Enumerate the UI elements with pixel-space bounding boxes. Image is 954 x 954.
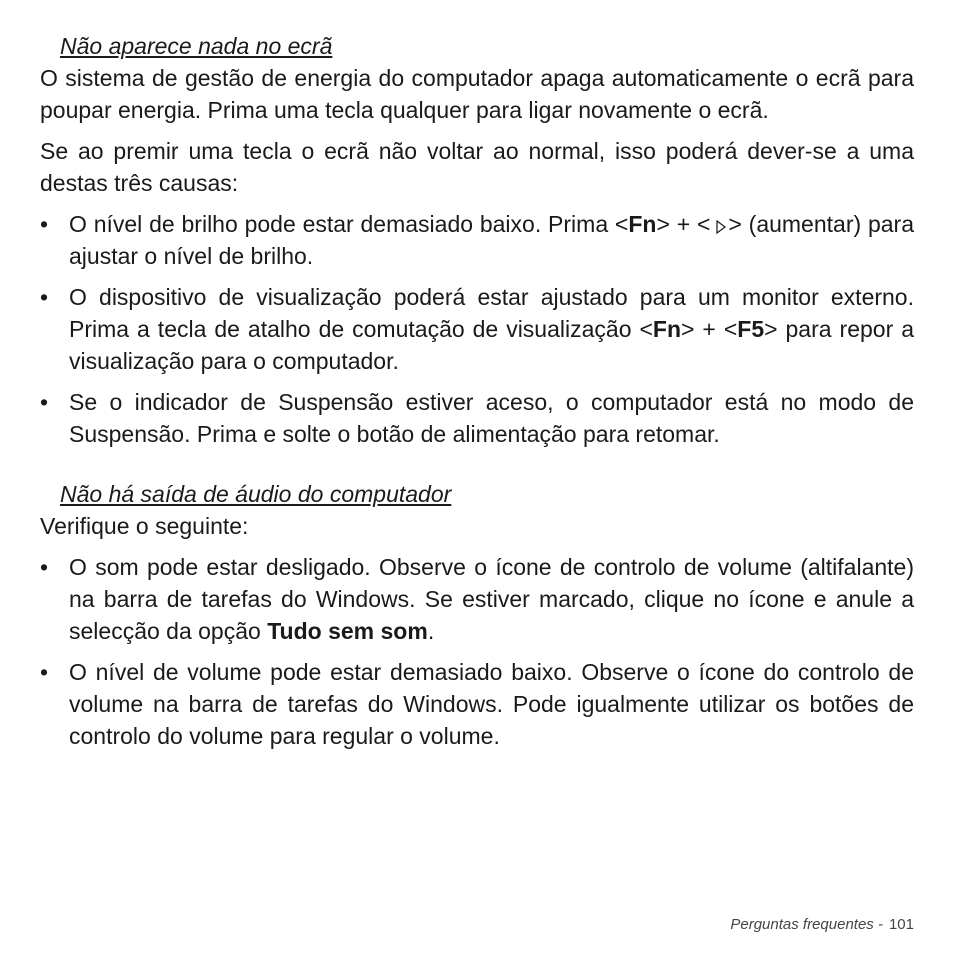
list-item (40, 386, 914, 450)
list-item (40, 281, 914, 377)
section-heading-no-audio: Não há saída de áudio do computador (60, 481, 452, 507)
key-fn: Fn (652, 316, 681, 342)
list-item-text: > + < (656, 211, 711, 237)
list-item (40, 551, 914, 647)
bullet-mark: • (40, 389, 49, 415)
bullet-mark: • (40, 554, 49, 580)
causes-list (40, 208, 914, 450)
list-item-text: > (aumentar) para ajustar o nível de brilho. (69, 211, 914, 269)
list-item-text: > para repor a visualização para o computador. (69, 316, 914, 374)
section-heading-no-display: Não aparece nada no ecrã (60, 33, 333, 59)
page-number: 101 (888, 916, 914, 933)
paragraph-verify: Verifique o seguinte: (40, 513, 249, 539)
bullet-mark: • (40, 284, 49, 310)
list-item-text: O som pode estar desligado. Observe o ícone de controlo de volume (altifalante) na barra de tarefas do Windows. Se estiver marcado, clique no ícone e anule a selecção da opção (69, 554, 914, 644)
list-item-text: > + < (681, 316, 738, 342)
list-item-text: Se o indicador de Suspensão estiver aceso, o computador está no modo de Suspensão. Prima e solte o botão de alimentação para retomar. (69, 389, 914, 447)
key-fn: Fn (628, 211, 657, 237)
brightness-up-icon (716, 220, 726, 234)
list-item (40, 208, 914, 272)
audio-checks-list (40, 551, 914, 752)
page-footer (730, 916, 914, 933)
footer-label: Perguntas frequentes - (730, 916, 883, 933)
bullet-mark: • (40, 211, 49, 237)
paragraph-possible-causes: Se ao premir uma tecla o ecrã não voltar ao normal, isso poderá dever-se a uma destas três causas: (40, 138, 914, 196)
list-item-text: O dispositivo de visualização poderá estar ajustado para um monitor externo. Prima a tecla de atalho de comutação de visualização < (69, 284, 914, 342)
list-item (40, 656, 914, 752)
document-page (40, 30, 914, 761)
bullet-mark: • (40, 659, 49, 685)
paragraph-power-management: O sistema de gestão de energia do computador apaga automaticamente o ecrã para poupar energia. Prima uma tecla qualquer para ligar novamente o ecrã. (40, 65, 914, 123)
option-mute-all: Tudo sem som (267, 618, 428, 644)
list-item-text: . (427, 618, 435, 644)
key-f5: F5 (737, 316, 765, 342)
list-item-text: O nível de volume pode estar demasiado baixo. Observe o ícone do controlo de volume na barra de tarefas do Windows. Pode igualmente utilizar os botões de controlo do volume para regular o volume. (69, 659, 914, 749)
list-item-text: O nível de brilho pode estar demasiado baixo. Prima < (69, 211, 629, 237)
section-spacer (40, 459, 914, 478)
